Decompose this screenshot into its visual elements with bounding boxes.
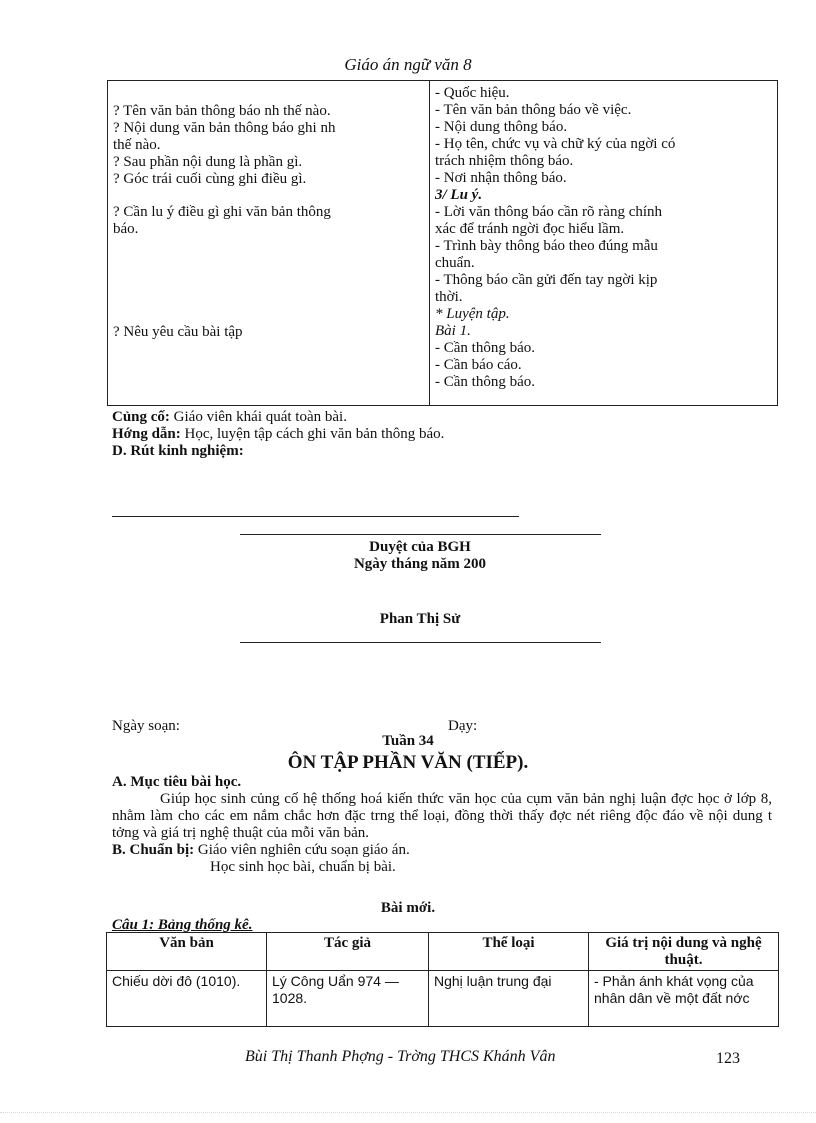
answer-3: - Nội dung thông báo. (435, 119, 568, 135)
divider-line (112, 516, 519, 517)
answer-4-cont: trách nhiệm thông báo. (435, 153, 574, 169)
exercise-answer-3: - Cần thông báo. (435, 374, 535, 390)
practice-heading: * Luyện tập. (435, 306, 510, 322)
cell-value-content: - Phản ánh khát vọng của nhân dân về một đất nớc (594, 973, 754, 1006)
cell-value (589, 971, 779, 1027)
consolidate-label: Củng cố: (112, 409, 170, 425)
question-2-cont: thế nào. (113, 137, 161, 153)
header-author: Tác giả (267, 933, 429, 971)
objective-heading: A. Mục tiêu bài học. (112, 774, 242, 790)
header-genre: Thể loại (429, 933, 589, 971)
note-2: - Trình bày thông báo theo đúng mẫu (435, 238, 658, 254)
guide-label: Hớng dẫn: (112, 426, 181, 442)
approval-signer: Phan Thị Sử (379, 611, 461, 627)
exercise-heading: Bài 1. (435, 323, 471, 339)
prep-date-label: Ngày soạn: (112, 718, 180, 734)
header-value: Giá trị nội dung và nghệ thuật. (589, 933, 779, 971)
page-header-title: Giáo án ngữ văn 8 (344, 55, 472, 74)
cell-author-content: Lý Công Uẩn 974 — 1028. (272, 973, 399, 1006)
guide-line (112, 426, 782, 443)
table-row (107, 971, 779, 1027)
lesson-title: ÔN TẬP PHẦN VĂN (TIẾP). (287, 752, 529, 773)
answer-2: - Tên văn bản thông báo về việc. (435, 102, 632, 118)
prep-label: B. Chuẩn bị: (112, 842, 195, 858)
statistics-table (106, 932, 779, 1027)
question-3: ? Sau phần nội dung là phần gì. (113, 154, 303, 170)
note-1: - Lời văn thông báo cần rõ ràng chính (435, 204, 663, 220)
prep-line (112, 842, 772, 859)
approval-top-line (240, 534, 601, 535)
answer-5: - Nơi nhận thông báo. (435, 170, 567, 186)
objective-text: Giúp học sinh củng cố hệ thống hoá kiến thức văn học của cụm văn bản nghị luận đợc học ở lớp 8, nhằm làm cho các em nắm chắc hơn đặc trng thể loại, đồng thời thấy đợc nét riêng độc đáo về nội dung t tởng và giá trị nghệ thuật của mỗi văn bản. (112, 791, 772, 841)
prep-student: Học sinh học bài, chuẩn bị bài. (210, 859, 396, 875)
note-2-cont: chuẩn. (435, 255, 475, 271)
consolidate-text: Giáo viên khái quát toàn bài. (169, 409, 347, 425)
question-6: ? Nêu yêu cầu bài tập (113, 324, 243, 340)
page-number: 123 (716, 1050, 740, 1067)
answers-column (430, 81, 777, 405)
week-label: Tuần 34 (382, 733, 434, 749)
guide-text: Học, luyện tập cách ghi văn bản thông báo. (180, 426, 445, 442)
experience-heading: D. Rút kinh nghiệm: (112, 443, 244, 459)
cell-text-content: Chiếu dời đô (1010). (112, 973, 241, 989)
footer-author: Bùi Thị Thanh Phợng - Trờng THCS Khánh Vân (245, 1048, 556, 1065)
note-3-cont: thời. (435, 289, 463, 305)
answer-4: - Họ tên, chức vụ và chữ ký của ngời có (435, 136, 676, 152)
question-1-heading: Câu 1: Bảng thống kê. (112, 917, 253, 933)
exercise-answer-1: - Cần thông báo. (435, 340, 535, 356)
page-edge (0, 1112, 816, 1113)
approval-date: Ngày tháng năm 200 (353, 556, 487, 572)
cell-author (267, 971, 429, 1027)
cell-genre (429, 971, 589, 1027)
note-heading: 3/ Lu ý. (435, 187, 483, 203)
answer-1: - Quốc hiệu. (435, 85, 510, 101)
teach-date-label: Dạy: (448, 718, 478, 734)
note-1-cont: xác để tránh ngời đọc hiểu lầm. (435, 221, 625, 237)
approval-bottom-line (240, 642, 601, 643)
header-text: Văn bản (107, 933, 267, 971)
approval-title: Duyệt của BGH (369, 539, 471, 555)
cell-genre-content: Nghị luận trung đại (434, 973, 552, 989)
exercise-answer-2: - Cần báo cáo. (435, 357, 522, 373)
table-header-row (107, 933, 779, 971)
question-5: ? Cần lu ý điều gì ghi văn bản thông (113, 204, 331, 220)
cell-text (107, 971, 267, 1027)
question-4: ? Góc trái cuối cùng ghi điều gì. (113, 171, 307, 187)
note-3: - Thông báo cần gửi đến tay ngời kịp (435, 272, 658, 288)
prep-teacher: Giáo viên nghiên cứu soạn giáo án. (194, 842, 410, 858)
new-lesson-heading: Bài mới. (380, 900, 436, 916)
lesson-body (112, 774, 772, 876)
qa-table (107, 80, 778, 406)
summary-block (112, 409, 782, 460)
consolidate-line (112, 409, 782, 426)
question-2: ? Nội dung văn bản thông báo ghi nh (113, 120, 336, 136)
question-1: ? Tên văn bản thông báo nh thế nào. (113, 103, 331, 119)
question-5-cont: báo. (113, 221, 139, 237)
questions-column (108, 81, 430, 405)
